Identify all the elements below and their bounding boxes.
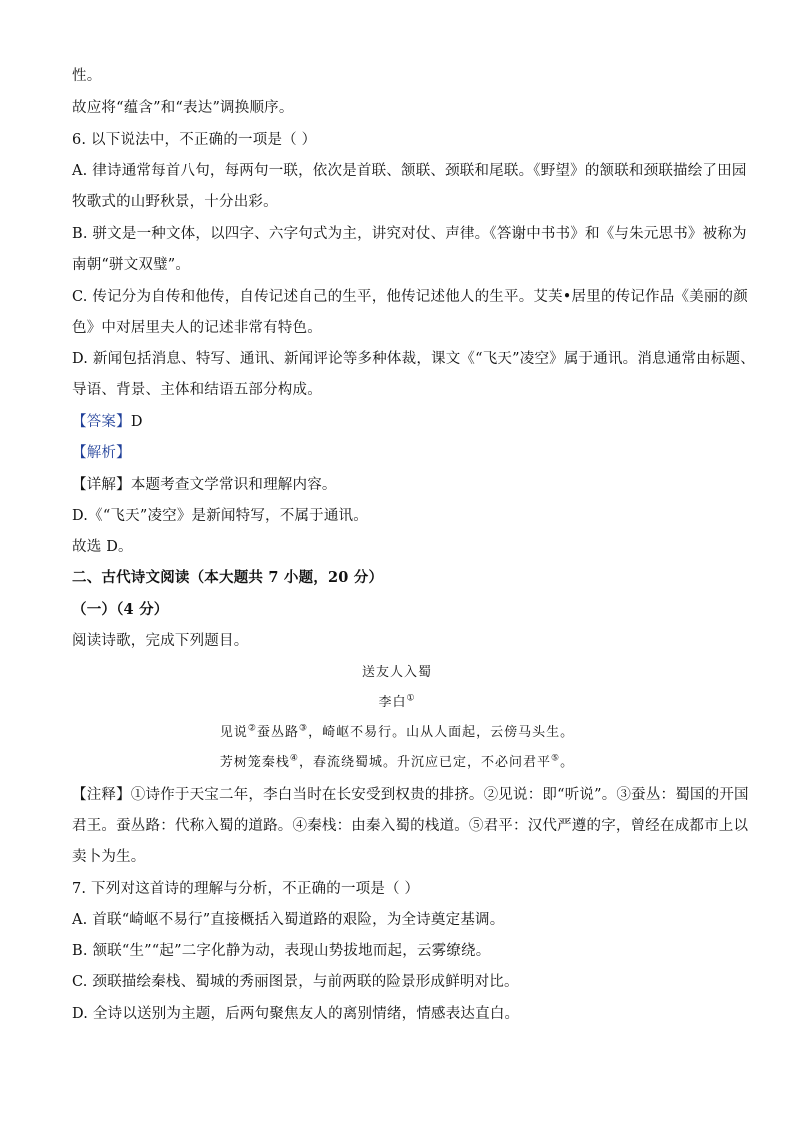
q7-option-d: D. 全诗以送别为主题，后两句聚焦友人的离别情绪，情感表达直白。 bbox=[72, 1006, 520, 1022]
question-6: 6. 以下说法中，不正确的一项是（ ） bbox=[72, 132, 317, 148]
detail-line bbox=[72, 475, 732, 495]
question-7: 7. 下列对这首诗的理解与分析，不正确的一项是（ ） bbox=[72, 881, 420, 897]
footnote-mark: ② bbox=[247, 723, 257, 734]
option-c-line-2: 色》中对居里夫人的记述非常有特色。 bbox=[72, 320, 322, 336]
poem-text: 见说 bbox=[219, 725, 248, 740]
notes-line-3: 卖卜为生。 bbox=[72, 849, 146, 865]
q7-option-a: A. 首联“崎岖不易行”直接概括入蜀道路的艰险，为全诗奠定基调。 bbox=[72, 912, 505, 928]
q7-option-b: B. 颔联“生”“起”二字化静为动，表现山势拔地而起，云雾缭绕。 bbox=[72, 943, 491, 959]
footnote-mark: ③ bbox=[299, 723, 309, 734]
answer-line bbox=[72, 412, 732, 432]
option-c-line-1: C. 传记分为自传和他传，自传记述自己的生平，他传记述他人的生平。艾芙•居里的传记作品《美丽的颜 bbox=[72, 289, 748, 305]
q7-option-c: C. 颈联描绘秦栈、蜀城的秀丽图景，与前两联的险景形成鲜明对比。 bbox=[72, 974, 519, 990]
footnote-mark: ① bbox=[406, 693, 416, 704]
option-b-line-1: B. 骈文是一种文体，以四字、六字句式为主，讲究对仗、声律。《答谢中书书》和《与朱元思书》被称为 bbox=[72, 226, 747, 242]
detail-text: 本题考查文学常识和理解内容。 bbox=[130, 477, 337, 493]
detail-tag: 【详解】 bbox=[72, 477, 131, 493]
poem-text: 芳树笼秦栈 bbox=[219, 755, 290, 770]
poem-text: 。 bbox=[560, 755, 575, 770]
poem-author bbox=[0, 694, 794, 712]
text-line: 性。 bbox=[72, 68, 102, 84]
choose-line: 故选 D。 bbox=[72, 539, 133, 555]
poem-line-2 bbox=[0, 754, 794, 772]
analysis-tag: 【解析】 bbox=[72, 445, 131, 461]
poem-title: 送友人入蜀 bbox=[361, 665, 432, 680]
answer-tag: 【答案】 bbox=[72, 414, 131, 430]
poem-line-1 bbox=[0, 724, 794, 742]
reading-prompt: 阅读诗歌，完成下列题目。 bbox=[72, 633, 249, 649]
notes-line-1: 【注释】①诗作于天宝二年，李白当时在长安受到权贵的排挤。②见说：即“听说”。③蚕丛：蜀国的开国 bbox=[72, 787, 749, 803]
notes-line-2: 君王。蚕丛路：代称入蜀的道路。④秦栈：由秦入蜀的栈道。⑤君平：汉代严遵的字，曾经在成都市上以 bbox=[72, 818, 749, 834]
option-b-line-2: 南朝“骈文双璧”。 bbox=[72, 257, 191, 273]
footnote-mark: ⑤ bbox=[551, 753, 561, 764]
section-heading: 二、古代诗文阅读（本大题共 7 小题，20 分） bbox=[72, 569, 384, 586]
poem-text: ，崎岖不易行。山从人面起，云傍马头生。 bbox=[308, 725, 575, 740]
poem-text: ，春流绕蜀城。升沉应已定，不必问君平 bbox=[298, 755, 551, 770]
option-a-line-1: A. 律诗通常每首八句，每两句一联，依次是首联、颔联、颈联和尾联。《野望》的颔联和颈联描绘了田园 bbox=[72, 163, 747, 179]
footnote-mark: ④ bbox=[289, 753, 299, 764]
option-d-line-1: D. 新闻包括消息、特写、通讯、新闻评论等多种体裁，课文《“飞天”凌空》属于通讯。消息通常由标题、 bbox=[72, 351, 755, 367]
option-d-line-2: 导语、背景、主体和结语五部分构成。 bbox=[72, 382, 322, 398]
poem-text: 蚕丛路 bbox=[256, 725, 299, 740]
answer-value: D bbox=[130, 414, 143, 430]
text-line: 故应将“蕴含”和“表达”调换顺序。 bbox=[72, 100, 294, 116]
option-d-explanation: D.《“飞天”凌空》是新闻特写，不属于通讯。 bbox=[72, 508, 368, 524]
option-a-line-2: 牧歌式的山野秋景，十分出彩。 bbox=[72, 194, 278, 210]
subsection-heading: （一）（4 分） bbox=[72, 601, 169, 618]
poem-author-name: 李白 bbox=[378, 695, 407, 710]
